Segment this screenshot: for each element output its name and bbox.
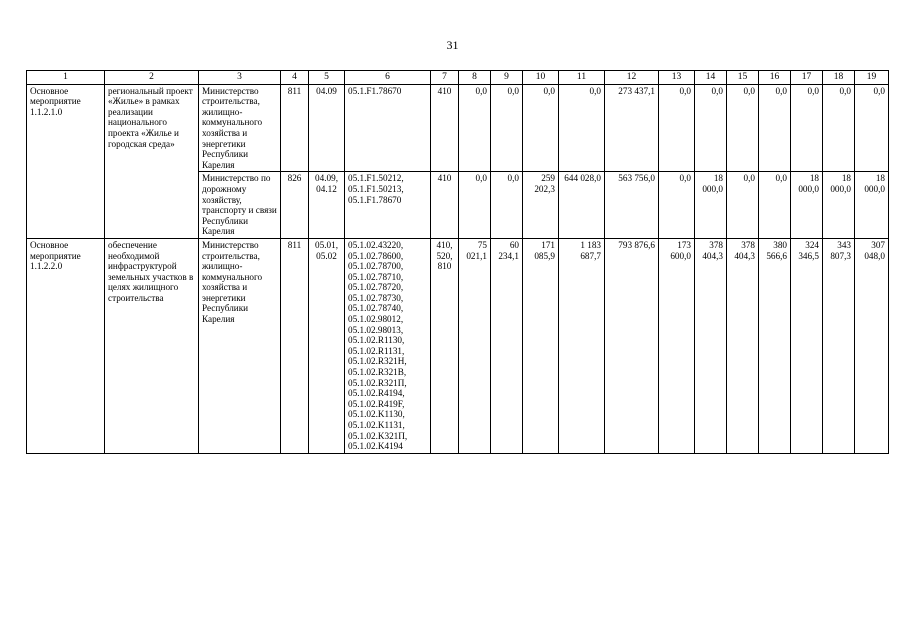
code-item: 05.1.02.R1131, — [348, 345, 405, 356]
code-item: 05.1.02.K1130, — [348, 409, 405, 420]
grbs-cell: 811 — [281, 84, 309, 172]
code-item: 05.1.02.R321П, — [348, 377, 407, 388]
code-item: 05.1.02.78600, — [348, 250, 404, 261]
value-cell: 259 202,3 — [523, 172, 559, 239]
code-item: 05.1.02.K1131, — [348, 420, 405, 430]
value-cell: 273 437,1 — [605, 84, 659, 172]
code-item: 05.1.02.K321П, — [348, 430, 408, 441]
section-cell: 04.09, 04.12 — [309, 172, 345, 239]
value-cell: 60 234,1 — [491, 238, 523, 453]
code-item: 05.1.F1.78670 — [348, 85, 402, 96]
col-header: 3 — [199, 71, 281, 85]
codes-cell — [345, 84, 431, 172]
section-cell: 04.09 — [309, 84, 345, 172]
col-header: 13 — [659, 71, 695, 85]
value-cell: 563 756,0 — [605, 172, 659, 239]
page-number: 31 — [446, 38, 459, 52]
grbs-cell: 826 — [281, 172, 309, 239]
type-cell: 410 — [431, 172, 459, 239]
value-cell: 1 183 687,7 — [559, 238, 605, 453]
value-cell: 0,0 — [823, 84, 855, 172]
value-cell: 793 876,6 — [605, 238, 659, 453]
value-cell: 0,0 — [559, 84, 605, 172]
col-header: 9 — [491, 71, 523, 85]
code-item: 05.1.02.R321В, — [348, 367, 407, 378]
code-item: 05.1.02.K4194 — [348, 441, 403, 452]
code-item: 05.1.02.43220, — [348, 239, 404, 250]
col-header: 12 — [605, 71, 659, 85]
codes-cell — [345, 172, 431, 239]
col-header: 16 — [759, 71, 791, 85]
value-cell: 343 807,3 — [823, 238, 855, 453]
code-item: 05.1.02.78720, — [348, 282, 404, 293]
col-header: 6 — [345, 71, 431, 85]
value-cell: 0,0 — [759, 84, 791, 172]
value-cell: 173 600,0 — [659, 238, 695, 453]
code-item: 05.1.02.78730, — [348, 292, 404, 303]
header-row — [27, 71, 889, 85]
code-item: 05.1.02.R419F, — [348, 398, 405, 409]
executor-cell: Министерство строительства, жилищно-коммунального хозяйства и энергетики Республики Карелия — [199, 84, 281, 172]
value-cell: 0,0 — [727, 172, 759, 239]
table-row — [27, 84, 889, 172]
code-item: 05.1.F1.50213, — [348, 183, 404, 194]
value-cell: 0,0 — [791, 84, 823, 172]
value-cell: 644 028,0 — [559, 172, 605, 239]
col-header: 5 — [309, 71, 345, 85]
code-item: 05.1.F1.50212, — [348, 173, 404, 184]
value-cell: 18 000,0 — [855, 172, 889, 239]
value-cell: 380 566,6 — [759, 238, 791, 453]
value-cell: 378 404,3 — [727, 238, 759, 453]
value-cell: 18 000,0 — [823, 172, 855, 239]
value-cell: 18 000,0 — [791, 172, 823, 239]
description-cell: региональный проект «Жилье» в рамках реализации национального проекта «Жилье и городская среда» — [105, 84, 199, 238]
value-cell: 0,0 — [727, 84, 759, 172]
code-item: 05.1.02.78710, — [348, 271, 404, 282]
value-cell: 0,0 — [695, 84, 727, 172]
value-cell: 171 085,9 — [523, 238, 559, 453]
value-cell: 18 000,0 — [695, 172, 727, 239]
col-header: 18 — [823, 71, 855, 85]
value-cell: 0,0 — [759, 172, 791, 239]
code-item: 05.1.02.R4194, — [348, 388, 405, 399]
value-cell: 0,0 — [459, 84, 491, 172]
code-item: 05.1.02.98012, — [348, 314, 404, 325]
col-header: 14 — [695, 71, 727, 85]
grbs-cell: 811 — [281, 238, 309, 453]
value-cell: 0,0 — [659, 172, 695, 239]
codes-cell — [345, 238, 431, 453]
value-cell: 0,0 — [491, 172, 523, 239]
type-cell: 410, 520, 810 — [431, 238, 459, 453]
value-cell: 0,0 — [659, 84, 695, 172]
col-header: 8 — [459, 71, 491, 85]
col-header: 19 — [855, 71, 889, 85]
col-header: 2 — [105, 71, 199, 85]
value-cell: 0,0 — [459, 172, 491, 239]
type-cell: 410 — [431, 84, 459, 172]
col-header: 4 — [281, 71, 309, 85]
activity-cell: Основное мероприятие 1.1.2.1.0 — [27, 84, 105, 238]
code-item: 05.1.F1.78670 — [348, 194, 402, 205]
col-header: 11 — [559, 71, 605, 85]
value-cell: 0,0 — [491, 84, 523, 172]
activity-cell: Основное мероприятие 1.1.2.2.0 — [27, 238, 105, 453]
col-header: 15 — [727, 71, 759, 85]
code-item: 05.1.02.R1130, — [348, 335, 405, 346]
section-cell: 05.01, 05.02 — [309, 238, 345, 453]
value-cell: 378 404,3 — [695, 238, 727, 453]
value-cell: 0,0 — [855, 84, 889, 172]
description-cell: обеспечение необходимой инфраструктурой земельных участков в целях жилищного строительства — [105, 238, 199, 453]
value-cell: 75 021,1 — [459, 238, 491, 453]
col-header: 7 — [431, 71, 459, 85]
code-item: 05.1.02.78740, — [348, 303, 404, 314]
value-cell: 307 048,0 — [855, 238, 889, 453]
code-item: 05.1.02.R321Н, — [348, 356, 407, 367]
executor-cell: Министерство по дорожному хозяйству, транспорту и связи Республики Карелия — [199, 172, 281, 239]
table-row — [27, 238, 889, 453]
code-item: 05.1.02.98013, — [348, 324, 404, 335]
value-cell: 324 346,5 — [791, 238, 823, 453]
col-header: 10 — [523, 71, 559, 85]
value-cell: 0,0 — [523, 84, 559, 172]
col-header: 17 — [791, 71, 823, 85]
code-item: 05.1.02.78700, — [348, 261, 404, 272]
col-header: 1 — [27, 71, 105, 85]
executor-cell: Министерство строительства, жилищно-коммунального хозяйства и энергетики Республики Карелия — [199, 238, 281, 453]
budget-table — [26, 70, 889, 454]
